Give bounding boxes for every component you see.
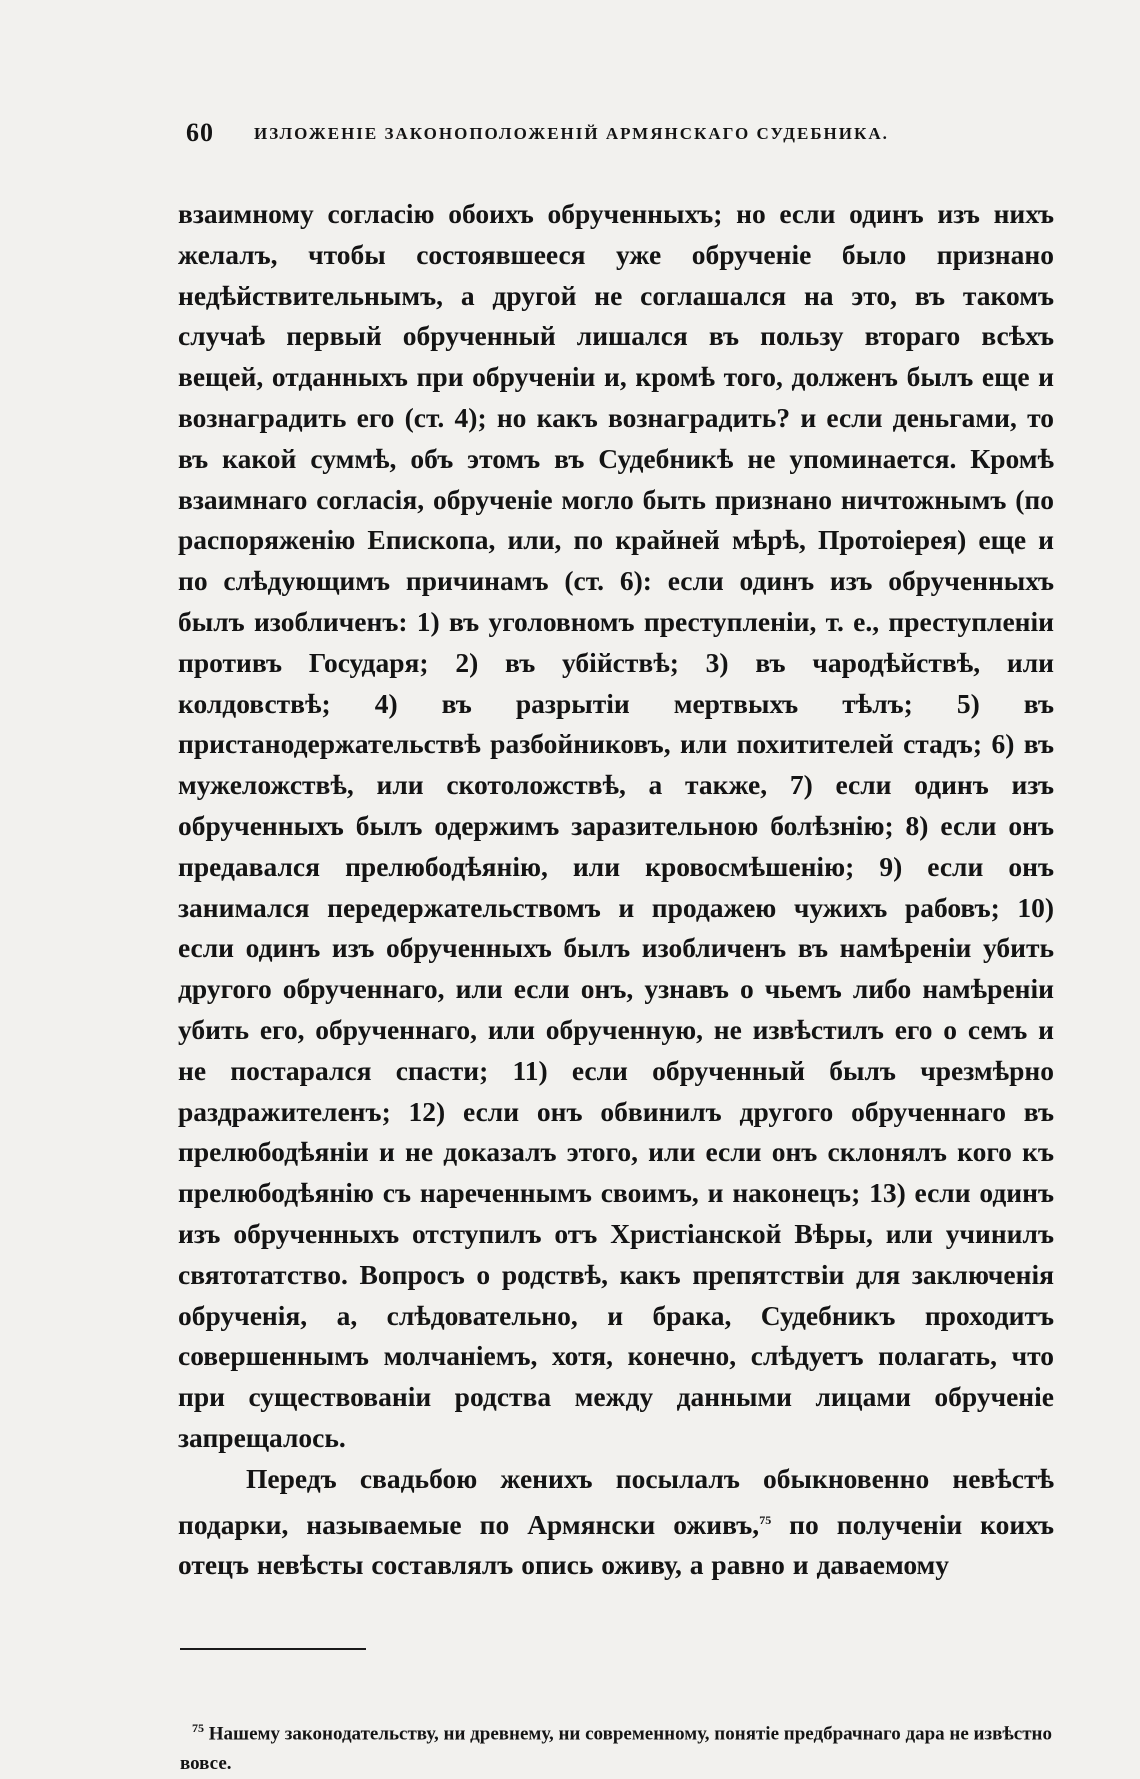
paragraph-text: по полученіи коихъ отецъ невѣсты составлялъ опись оживу, а равно и даваемому — [178, 1508, 1054, 1581]
page-header — [186, 118, 942, 148]
footnote-divider — [180, 1648, 366, 1650]
body-text — [178, 194, 1054, 1586]
footnote-text: Нашему законодательству, ни древнему, ни современному, понятіе предбрачнаго дара не извѣстно вовсе. — [180, 1723, 1052, 1775]
paragraph: взаимному согласію обоихъ обрученныхъ; но если одинъ изъ нихъ желалъ, чтобы состоявшееся уже обрученіе было признано недѣйствительнымъ, а другой не соглашался на это, въ такомъ случаѣ первый обрученный лишался въ пользу втораго всѣхъ вещей, отданныхъ при обрученіи и, кромѣ того, долженъ былъ еще и вознаградить его (ст. 4); но какъ вознаградить? и если деньгами, то въ какой суммѣ, объ этомъ въ Судебникѣ не упоминается. Кромѣ взаимнаго согласія, обрученіе могло быть признано ничтожнымъ (по распоряженію Епископа, или, по крайней мѣрѣ, Протоіерея) еще и по слѣдующимъ причинамъ (ст. 6): если одинъ изъ обрученныхъ былъ изобличенъ: 1) въ уголовномъ преступленіи, т. е., преступленіи противъ Государя; 2) въ убійствѣ; 3) въ чародѣйствѣ, или колдовствѣ; 4) въ разрытіи мертвыхъ тѣлъ; 5) въ пристанодержательствѣ разбойниковъ, или похитителей стадъ; 6) въ мужеложствѣ, или скотоложствѣ, а также, 7) если одинъ изъ обрученныхъ былъ одержимъ заразительною болѣзнію; 8) если онъ предавался прелюбодѣянію, или кровосмѣшенію; 9) если онъ занимался передержательствомъ и продажею чужихъ рабовъ; 10) если одинъ изъ обрученныхъ былъ изобличенъ въ намѣреніи убить другого обрученнаго, или если онъ, узнавъ о чьемъ либо намѣреніи убить его, обрученнаго, или обрученную, не извѣстилъ его о семъ и не постарался спасти; 11) если обрученный былъ чрезмѣрно раздражителенъ; 12) если онъ обвинилъ другого обрученнаго въ прелюбодѣяніи и не доказалъ этого, или если онъ склонялъ кого къ прелюбодѣянію съ нареченнымъ своимъ, и наконецъ; 13) если одинъ изъ обрученныхъ отступилъ отъ Христіанской Вѣры, или учинилъ святотатство. Вопросъ о родствѣ, какъ препятствіи для заключенія обрученія, а, слѣдовательно, и брака, Судебникъ проходитъ совершеннымъ молчаніемъ, хотя, конечно, слѣдуетъ полагать, что при существованіи родства между данными лицами обрученіе запрещалось. — [178, 198, 1054, 1453]
paragraph-text: Передъ свадьбою женихъ посылалъ обыкновенно невѣстѣ подарки, называемые по Армянски оживъ, — [178, 1462, 1054, 1540]
running-title: ИЗЛОЖЕНІЕ ЗАКОНОПОЛОЖЕНІЙ АРМЯНСКАГО СУДЕБНИКА. — [254, 124, 889, 143]
footnote — [180, 1713, 1052, 1779]
page-number: 60 — [186, 118, 214, 147]
paragraph — [178, 1459, 1054, 1587]
footnote-mark: 75 — [192, 1721, 204, 1735]
footnote-reference: 75 — [759, 1512, 772, 1527]
